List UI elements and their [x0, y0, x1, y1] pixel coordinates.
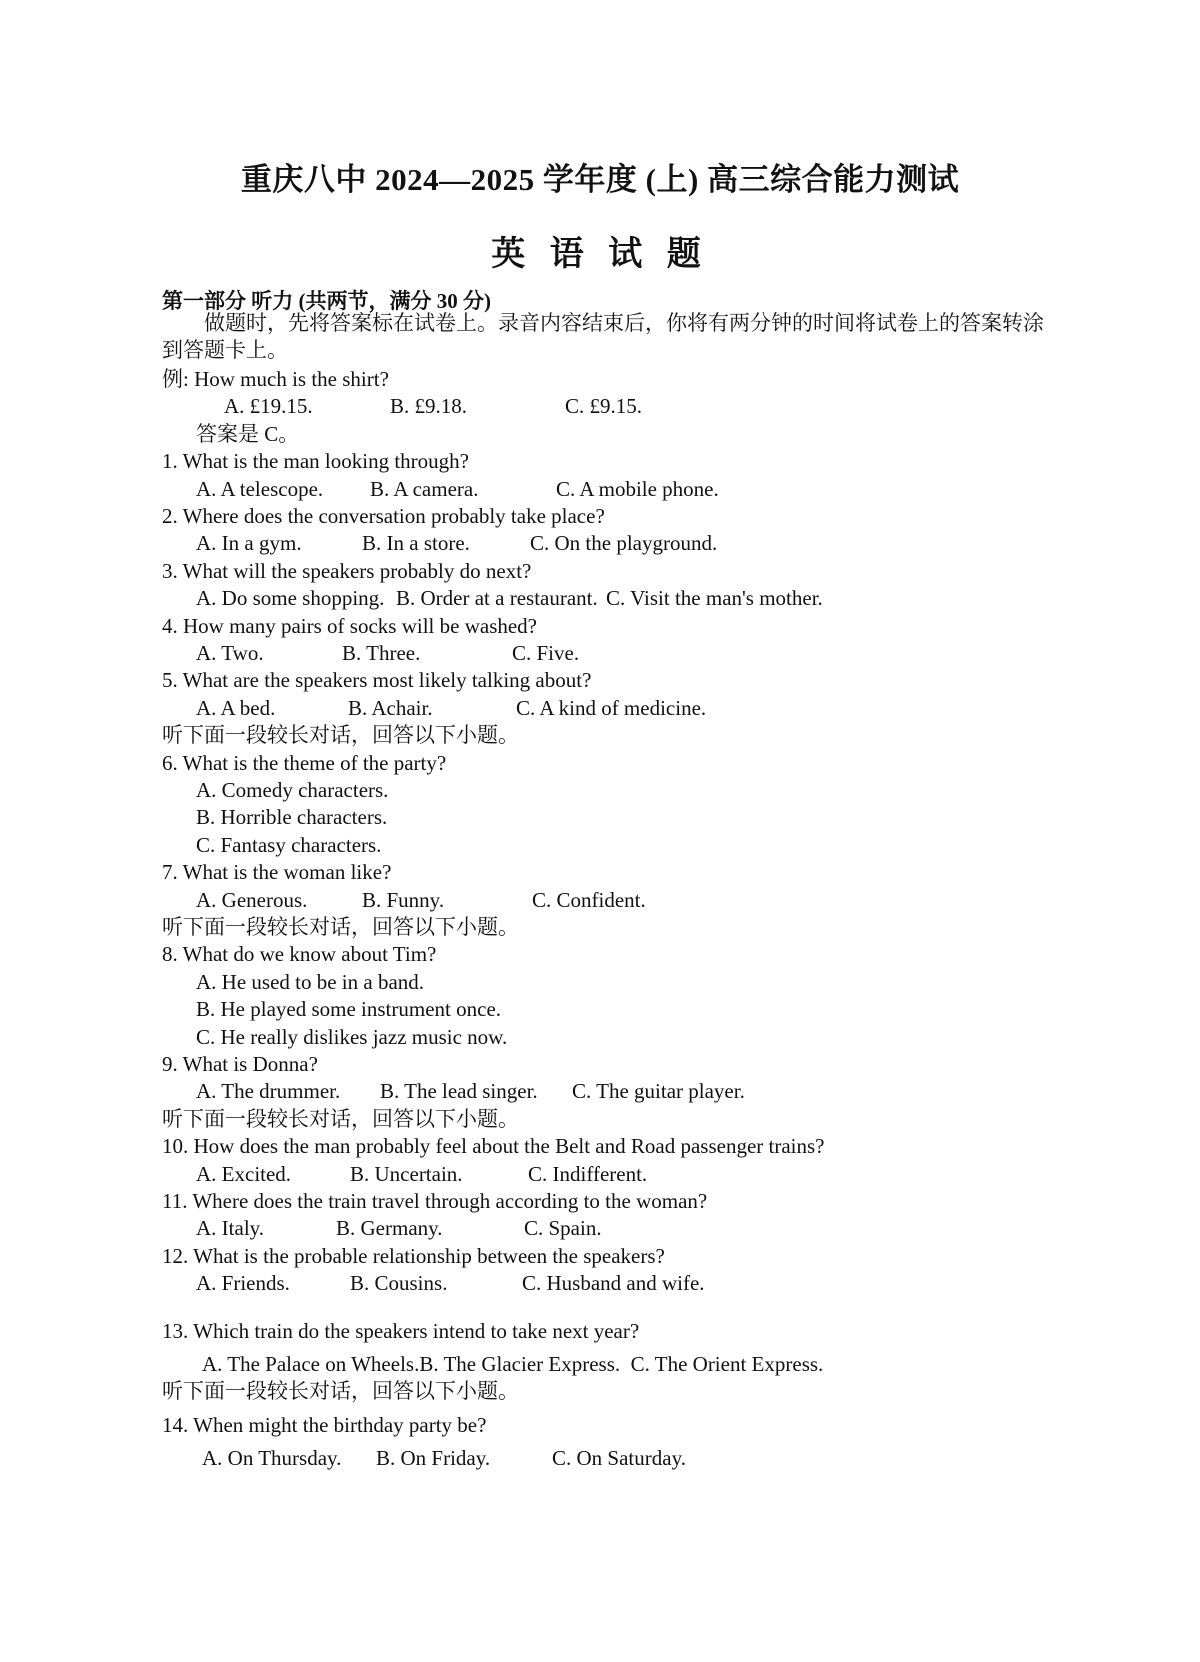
question-14-options	[162, 1445, 1062, 1472]
option-b: B. Uncertain.	[350, 1161, 463, 1186]
question-7-options	[162, 887, 1062, 914]
option-c: C. He really dislikes jazz music now.	[196, 1024, 508, 1049]
question-10-options	[162, 1161, 1062, 1188]
option-b: B. The lead singer.	[380, 1079, 538, 1104]
option-b: B. A camera.	[370, 476, 479, 501]
exam-title: 重庆八中 2024—2025 学年度 (上) 高三综合能力测试	[240, 162, 960, 197]
option-a: A. Comedy characters.	[196, 778, 389, 802]
option-c: C. On Saturday.	[552, 1446, 686, 1471]
section-instructions: 做题时，先将答案标在试卷上。录音内容结束后，你将有两分钟的时间将试卷上的答案转涂到答题卡上。	[162, 311, 1044, 362]
question-3: 3. What will the speakers probably do next?	[162, 558, 532, 583]
option-b: B. Order at a restaurant.	[396, 586, 598, 611]
example-option-b: B. £9.18.	[390, 394, 468, 419]
question-9-options	[162, 1078, 1062, 1105]
option-c: C. Visit the man's mother.	[606, 586, 823, 611]
option-c: C. On the playground.	[530, 531, 718, 556]
option-b: B. Three.	[342, 641, 421, 665]
option-b: B. On Friday.	[376, 1446, 491, 1471]
option-c: C. Husband and wife.	[522, 1271, 705, 1296]
question-11-options	[162, 1215, 1062, 1242]
option-a: A. Generous.	[196, 887, 308, 912]
option-a: A. He used to be in a band.	[196, 969, 425, 994]
section-heading: 第一部分 听力 (共两节，满分 30 分)	[162, 289, 491, 313]
question-12-options	[162, 1270, 1062, 1297]
option-c: C. Indifferent.	[528, 1161, 648, 1186]
example-option-c: C. £9.15.	[565, 394, 643, 419]
question-13: 13. Which train do the speakers intend to take next year?	[162, 1318, 640, 1343]
option-a: A. Italy.	[196, 1216, 265, 1241]
question-2-options	[162, 530, 1062, 557]
option-a: A. In a gym.	[196, 531, 302, 556]
option-c: C. A mobile phone.	[556, 476, 719, 501]
question-3-options	[162, 585, 1062, 612]
question-12: 12. What is the probable relationship between the speakers?	[162, 1243, 665, 1268]
exam-subtitle: 英 语 试 题	[491, 236, 709, 273]
option-a: A. The drummer.	[196, 1079, 341, 1104]
question-5-options	[162, 695, 1062, 722]
question-list	[162, 366, 1062, 1473]
option-a: A. On Thursday.	[202, 1446, 342, 1471]
question-2: 2. Where does the conversation probably take place?	[162, 504, 605, 528]
dialogue-note: 听下面一段较长对话，回答以下小题。	[162, 723, 519, 748]
option-c: C. A kind of medicine.	[516, 695, 707, 720]
option-c: C. Spain.	[524, 1216, 602, 1241]
option-a: A. Two.	[196, 641, 264, 665]
example-answer: 答案是 C。	[196, 421, 300, 446]
question-5: 5. What are the speakers most likely talking about?	[162, 668, 592, 693]
option-c: C. Confident.	[532, 887, 646, 912]
option-c: C. Fantasy characters.	[196, 832, 382, 857]
option-b: B. Achair.	[348, 695, 433, 720]
question-11: 11. Where does the train travel through according to the woman?	[162, 1189, 708, 1214]
option-b: B. In a store.	[362, 531, 470, 556]
option-c: C. Five.	[512, 641, 580, 665]
option-a: A. A telescope.	[196, 476, 324, 501]
option-a: A. Do some shopping.	[196, 586, 385, 611]
question-7: 7. What is the woman like?	[162, 860, 392, 885]
dialogue-note: 听下面一段较长对话，回答以下小题。	[162, 915, 519, 940]
question-9: 9. What is Donna?	[162, 1052, 318, 1077]
dialogue-note: 听下面一段较长对话，回答以下小题。	[162, 1379, 519, 1404]
option-b: B. He played some instrument once.	[196, 997, 502, 1022]
question-10: 10. How does the man probably feel about the Belt and Road passenger trains?	[162, 1134, 825, 1159]
option-b: B. Funny.	[362, 887, 445, 912]
example-options	[162, 393, 1062, 420]
question-8: 8. What do we know about Tim?	[162, 942, 437, 967]
question-13-options: A. The Palace on Wheels.B. The Glacier Express. C. The Orient Express.	[202, 1352, 824, 1377]
question-4-options	[162, 640, 1062, 667]
option-a: A. Friends.	[196, 1271, 290, 1296]
option-a: A. Excited.	[196, 1161, 292, 1186]
question-1: 1. What is the man looking through?	[162, 449, 469, 474]
dialogue-note: 听下面一段较长对话，回答以下小题。	[162, 1106, 519, 1131]
question-4: 4. How many pairs of socks will be washed?	[162, 613, 538, 638]
question-1-options	[162, 476, 1062, 503]
option-b: B. Germany.	[336, 1216, 443, 1241]
example-question: 例: How much is the shirt?	[162, 367, 389, 391]
option-c: C. The guitar player.	[572, 1079, 745, 1104]
option-a: A. A bed.	[196, 695, 276, 720]
option-b: B. Horrible characters.	[196, 805, 388, 830]
option-b: B. Cousins.	[350, 1271, 448, 1296]
example-option-a: A. £19.15.	[224, 394, 313, 419]
question-14: 14. When might the birthday party be?	[162, 1412, 487, 1437]
question-6: 6. What is the theme of the party?	[162, 750, 447, 775]
